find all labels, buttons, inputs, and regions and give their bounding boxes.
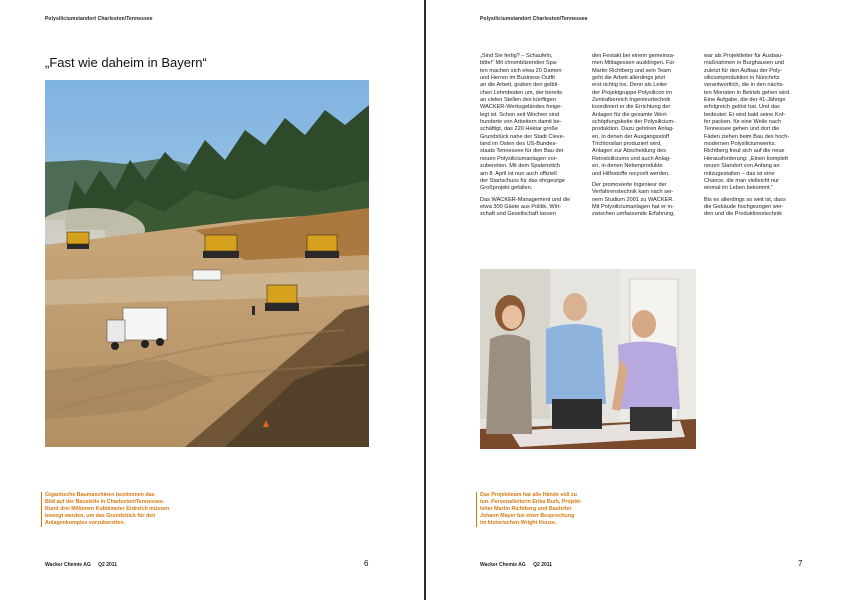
text-line: ten machen sich etwa 20 Damen <box>480 67 562 74</box>
text-line: schaft und Gesellschaft lassen <box>480 211 556 218</box>
page-number: 7 <box>798 559 803 568</box>
text-column-2 <box>592 53 696 219</box>
text-line: war als Projektleiter für Ausbau- <box>704 53 783 59</box>
text-line: siliciumproduktion in Nünchritz <box>704 75 780 82</box>
text-line: Großprojekt gefallen. <box>480 185 533 192</box>
text-line: hunderte von Arbeitern damit be- <box>480 119 562 126</box>
text-line: zuletzt für den Aufbau der Poly- <box>704 67 783 74</box>
text-line: Tennessee gehen und dort die <box>704 126 780 133</box>
text-line: verantwortlich, die in den nächs- <box>704 82 785 89</box>
text-line: koordiniert er die Errichtung der <box>592 104 671 111</box>
caption-line: tun. Personalleiterin Erika Burk, Projekt- <box>480 499 582 505</box>
text-line: modernen Polysiliciumwerks. <box>704 141 777 148</box>
text-line: produktion. Dazu gehören Anlag- <box>592 126 674 133</box>
text-line: an vielen Stellen des künftigen <box>480 97 556 104</box>
text-line: Mit Polysiliciumanlagen hat er in- <box>592 203 674 210</box>
text-line: Richtberg freut sich auf die neue <box>704 148 785 155</box>
text-line: der Startschuss für das ehrgeizige <box>480 177 565 184</box>
running-head: Polysiliciumstandort Charleston/Tennessee <box>45 16 153 22</box>
text-line: schöpfungskette der Polysilicium- <box>592 119 676 126</box>
text-line: WACKER-Werksgeländes freige- <box>480 104 563 111</box>
text-line: bitte!“ Mit chrombitzenden Spa- <box>480 60 558 67</box>
text-line: men Mittagessen ausklingen. Für <box>592 60 675 67</box>
text-line: Grundstück nahe der Stadt Cleve- <box>480 133 565 140</box>
text-line: der Projektgruppe Polysilicon im <box>592 89 672 96</box>
text-column-1 <box>480 53 584 219</box>
text-line: Reinstsiliciums und auch Anlag- <box>592 155 671 162</box>
page-footer <box>480 562 558 568</box>
text-line: neuen Standort von Anfang an <box>704 163 780 170</box>
text-line: ten Monaten in Betrieb gehen wird. <box>704 89 791 96</box>
text-line: Das WACKER-Management und die <box>480 196 571 203</box>
text-line: Martin Richtberg und sein Team <box>592 67 671 74</box>
text-line: maßnahmen in Burghausen und <box>704 60 784 67</box>
caption-line: Gigantische Baumaschinen bestimmen das <box>45 492 155 498</box>
text-line: Eine Aufgabe, die der 41-Jährige <box>704 97 786 104</box>
text-line: neuen Polysiliciumanlagen vor- <box>480 155 558 162</box>
text-line: einmal im Leben bekommt.“ <box>704 185 774 192</box>
text-line: „Sind Sie fertig? – Schaufeln, <box>480 53 553 59</box>
article-headline: „Fast wie daheim in Bayern“ <box>45 55 207 70</box>
text-line: staats Tennessee für den Bau der <box>480 148 564 155</box>
footer-company: Wacker Chemie AG <box>480 562 526 568</box>
caption-line: Johann Mayer bei einer Besprechung <box>480 513 575 519</box>
caption-line: Rund drei Millionen Kubikmeter Erdreich müssen <box>45 506 170 512</box>
text-line: die Gebäude hochgezogen wer- <box>704 203 784 210</box>
text-line: an die Arbeit, graben den gelbli- <box>480 82 559 89</box>
text-line: am 8. April ist nun auch offiziell <box>480 170 557 177</box>
meeting-photo <box>480 269 696 449</box>
text-line: Anlagen für die gesamte Wert- <box>592 111 668 118</box>
text-line: und Hilfsstoffe recycelt werden. <box>592 170 670 177</box>
page-number: 6 <box>364 559 369 568</box>
text-line: en, in denen Nebenprodukte <box>592 163 663 170</box>
text-line: Der promovierte Ingenieur der <box>592 181 667 188</box>
text-line: en, in denen der Ausgangsstoff <box>592 133 670 140</box>
text-line: chen Lehmboden um, der bereits <box>480 89 563 96</box>
footer-company: Wacker Chemie AG <box>45 562 91 568</box>
text-line: Zentralbereich Ingenieurtechnik <box>592 97 671 104</box>
text-line: zubereiten. Mit dem Spatenstich <box>480 163 560 170</box>
caption-line: Das Projektteam hat alle Hände voll zu <box>480 492 577 498</box>
footer-issue: Q2 2011 <box>533 562 553 568</box>
text-line: Verfahrenstechnik kam nach sei- <box>592 189 674 196</box>
caption-line: Bild auf der Baustelle in Charleston/Tennessee. <box>45 499 165 505</box>
footer-issue: Q2 2011 <box>98 562 118 568</box>
text-line: geht die Arbeit allerdings jetzt <box>592 75 666 82</box>
text-line: Fäden ziehen beim Bau des hoch- <box>704 133 790 140</box>
text-line: erfolgreich gelöst hat. Und das <box>704 104 780 111</box>
caption-line: leiter Martin Richtberg und Bauleiter <box>480 506 572 512</box>
left-page <box>0 0 424 600</box>
text-line: Chance, die man vielleicht nur <box>704 177 779 184</box>
text-line: legt ist. Schon seit Wochen sind <box>480 111 560 118</box>
text-line: und Herren im Business-Outfit <box>480 75 555 82</box>
text-line: Herausforderung: „Einen komplett <box>704 155 788 162</box>
text-line: etwa 300 Gäste aus Politik, Wirt- <box>480 203 562 210</box>
text-line: land im Osten des US-Bundes- <box>480 141 558 148</box>
text-line: bedeutet: Er wird bald seine Kof- <box>704 111 786 118</box>
running-head: Polysiliciumstandort Charleston/Tennessee <box>480 16 588 22</box>
text-line: zwischen umfassende Erfahrung, <box>592 211 675 218</box>
text-column-3 <box>704 53 808 219</box>
text-line: mitzugestalten – das ist eine <box>704 170 775 177</box>
caption-line: Anlagenkomplex vorzubereiten. <box>45 520 126 526</box>
text-line: schäftigt, das 220 Hektar große <box>480 126 559 133</box>
right-page <box>426 0 850 600</box>
construction-site-photo <box>45 80 369 447</box>
text-line: Trichlorsilan produziert wird, <box>592 141 662 148</box>
caption-line: bewegt werden, um das Grundstück für den <box>45 513 156 519</box>
caption-line: im historischen Wright House. <box>480 520 557 526</box>
text-line: erst richtig los. Denn als Leiter <box>592 82 668 89</box>
text-line: Anlagen zur Abscheidung des <box>592 148 667 155</box>
text-line: Bis es allerdings so weit ist, dass <box>704 196 786 203</box>
text-line: den und die Produktionstechnik <box>704 211 783 218</box>
photo-caption <box>476 492 610 527</box>
photo-caption <box>41 492 175 527</box>
text-line: fer packen, für eine Weile nach <box>704 119 782 126</box>
page-footer <box>45 562 123 568</box>
text-line: nem Studium 2001 zu WACKER. <box>592 196 674 203</box>
text-line: den Festakt bei einem gemeinsa- <box>592 53 675 59</box>
